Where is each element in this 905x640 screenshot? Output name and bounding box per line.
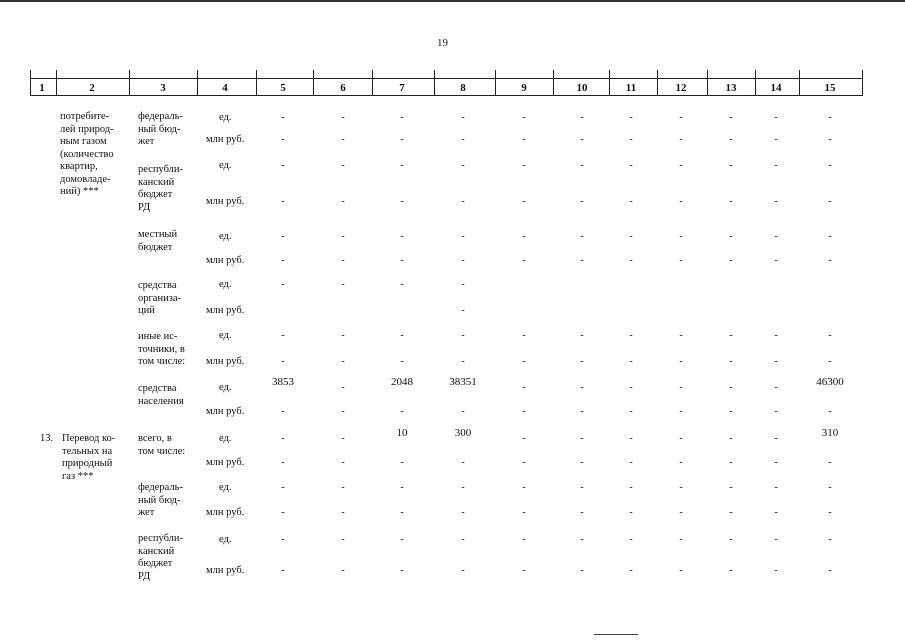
- table-cell-dash: -: [461, 160, 465, 171]
- table-cell-dash: -: [679, 457, 683, 468]
- table-cell-dash: -: [400, 196, 404, 207]
- table-cell-dash: -: [281, 482, 285, 493]
- table-cell-dash: -: [774, 433, 778, 444]
- table-cell-dash: -: [729, 565, 733, 576]
- header-col-divider: [434, 70, 435, 96]
- table-cell-dash: -: [629, 134, 633, 145]
- table-cell-value: 300: [454, 427, 472, 439]
- table-cell-dash: -: [774, 356, 778, 367]
- table-cell-dash: -: [729, 482, 733, 493]
- table-cell-dash: -: [729, 330, 733, 341]
- header-col-3: 3: [160, 82, 166, 94]
- table-cell-dash: -: [629, 231, 633, 242]
- table-cell-dash: -: [522, 255, 526, 266]
- table-cell-dash: -: [341, 279, 345, 290]
- row-number-13: 13.: [40, 433, 54, 444]
- header-col-8: 8: [460, 82, 466, 94]
- table-cell-dash: -: [580, 507, 584, 518]
- header-col-divider: [495, 70, 496, 96]
- table-cell-dash: -: [629, 457, 633, 468]
- table-cell-dash: -: [729, 457, 733, 468]
- unit-label: млн руб.: [206, 134, 245, 145]
- table-cell-dash: -: [679, 406, 683, 417]
- table-cell-dash: -: [341, 565, 345, 576]
- table-cell-dash: -: [679, 196, 683, 207]
- unit-label: млн руб.: [206, 305, 245, 316]
- table-cell-dash: -: [400, 507, 404, 518]
- scan-edge-top: [0, 0, 905, 2]
- page-number: 19: [437, 37, 448, 49]
- table-cell-dash: -: [522, 457, 526, 468]
- source-total: всего, в том числе:: [138, 433, 186, 457]
- unit-label: ед.: [219, 482, 232, 493]
- table-cell-value: 46300: [816, 376, 844, 388]
- table-cell-dash: -: [522, 565, 526, 576]
- unit-label: ед.: [219, 279, 232, 290]
- table-cell-dash: -: [281, 112, 285, 123]
- table-cell-dash: -: [281, 356, 285, 367]
- table-cell-dash: -: [774, 507, 778, 518]
- header-col-6: 6: [340, 82, 346, 94]
- header-col-9: 9: [521, 82, 527, 94]
- table-cell-dash: -: [828, 255, 832, 266]
- table-cell-dash: -: [341, 507, 345, 518]
- table-cell-dash: -: [729, 534, 733, 545]
- table-cell-dash: -: [400, 406, 404, 417]
- table-cell-dash: -: [580, 255, 584, 266]
- table-cell-dash: -: [341, 382, 345, 393]
- table-cell-dash: -: [341, 134, 345, 145]
- table-cell-dash: -: [729, 160, 733, 171]
- header-col-11: 11: [625, 82, 637, 94]
- table-cell-dash: -: [774, 457, 778, 468]
- table-cell-dash: -: [729, 255, 733, 266]
- source-other: иные ис- точники, в том числе:: [138, 331, 186, 367]
- table-cell-dash: -: [522, 534, 526, 545]
- table-cell-dash: -: [341, 482, 345, 493]
- table-cell-value: 38351: [449, 376, 477, 388]
- table-cell-dash: -: [461, 565, 465, 576]
- table-cell-dash: -: [679, 433, 683, 444]
- header-col-divider: [313, 70, 314, 96]
- table-cell-dash: -: [580, 534, 584, 545]
- table-cell-dash: -: [461, 406, 465, 417]
- table-cell-value: 3853: [272, 376, 294, 388]
- header-col-divider: [56, 70, 57, 96]
- table-cell-dash: -: [341, 255, 345, 266]
- table-cell-dash: -: [629, 112, 633, 123]
- table-cell-dash: -: [400, 356, 404, 367]
- table-cell-dash: -: [774, 534, 778, 545]
- table-cell-dash: -: [729, 356, 733, 367]
- table-cell-dash: -: [679, 482, 683, 493]
- table-cell-dash: -: [461, 482, 465, 493]
- table-cell-dash: -: [729, 112, 733, 123]
- table-cell-dash: -: [281, 457, 285, 468]
- table-cell-dash: -: [522, 112, 526, 123]
- table-cell-dash: -: [774, 482, 778, 493]
- table-cell-dash: -: [461, 112, 465, 123]
- table-cell-dash: -: [400, 457, 404, 468]
- table-cell-dash: -: [580, 196, 584, 207]
- unit-label: ед.: [219, 330, 232, 341]
- table-cell-dash: -: [828, 565, 832, 576]
- header-col-2: 2: [89, 82, 95, 94]
- header-col-divider: [256, 70, 257, 96]
- table-cell-dash: -: [281, 507, 285, 518]
- unit-label: млн руб.: [206, 457, 245, 468]
- table-cell-dash: -: [281, 330, 285, 341]
- table-cell-dash: -: [281, 134, 285, 145]
- table-cell-dash: -: [522, 406, 526, 417]
- table-cell-dash: -: [679, 231, 683, 242]
- table-cell-dash: -: [580, 406, 584, 417]
- table-cell-dash: -: [400, 534, 404, 545]
- table-cell-dash: -: [281, 231, 285, 242]
- table-cell-dash: -: [281, 279, 285, 290]
- table-cell-dash: -: [580, 433, 584, 444]
- table-cell-dash: -: [828, 507, 832, 518]
- table-cell-dash: -: [828, 134, 832, 145]
- table-cell-dash: -: [774, 231, 778, 242]
- table-cell-dash: -: [400, 482, 404, 493]
- header-col-13: 13: [725, 82, 737, 94]
- table-cell-dash: -: [828, 196, 832, 207]
- header-col-divider: [755, 70, 756, 96]
- table-cell-dash: -: [629, 160, 633, 171]
- source-population: средства населения: [138, 383, 184, 407]
- unit-label: ед.: [219, 112, 232, 123]
- table-cell-dash: -: [679, 507, 683, 518]
- table-cell-dash: -: [461, 279, 465, 290]
- table-cell-dash: -: [281, 433, 285, 444]
- source-republic-budget-2: республи- канский бюджет РД: [138, 533, 183, 582]
- table-cell-dash: -: [400, 160, 404, 171]
- table-cell-dash: -: [461, 255, 465, 266]
- table-cell-dash: -: [281, 406, 285, 417]
- unit-label: млн руб.: [206, 565, 245, 576]
- table-cell-dash: -: [580, 457, 584, 468]
- header-col-5: 5: [280, 82, 286, 94]
- table-cell-dash: -: [580, 112, 584, 123]
- header-col-10: 10: [576, 82, 588, 94]
- header-col-divider: [799, 70, 800, 96]
- table-cell-dash: -: [679, 160, 683, 171]
- table-cell-dash: -: [774, 565, 778, 576]
- table-cell-dash: -: [281, 565, 285, 576]
- unit-label: ед.: [219, 231, 232, 242]
- source-federal-budget-2: федераль- ный бюд- жет: [138, 482, 183, 518]
- table-cell-dash: -: [580, 231, 584, 242]
- header-rule-top: [30, 78, 862, 79]
- table-cell-dash: -: [679, 356, 683, 367]
- table-cell-dash: -: [281, 196, 285, 207]
- table-cell-dash: -: [629, 565, 633, 576]
- table-cell-dash: -: [629, 433, 633, 444]
- table-cell-dash: -: [774, 160, 778, 171]
- table-cell-dash: -: [281, 160, 285, 171]
- table-cell-dash: -: [828, 534, 832, 545]
- table-cell-dash: -: [629, 330, 633, 341]
- table-cell-dash: -: [774, 330, 778, 341]
- table-cell-dash: -: [461, 457, 465, 468]
- table-cell-dash: -: [461, 196, 465, 207]
- table-cell-value: 310: [821, 427, 839, 439]
- table-cell-dash: -: [522, 330, 526, 341]
- table-cell-dash: -: [281, 534, 285, 545]
- header-col-divider: [197, 70, 198, 96]
- unit-label: млн руб.: [206, 196, 245, 207]
- table-cell-dash: -: [461, 330, 465, 341]
- unit-label: млн руб.: [206, 406, 245, 417]
- table-cell-dash: -: [828, 406, 832, 417]
- table-cell-dash: -: [461, 507, 465, 518]
- table-cell-dash: -: [522, 382, 526, 393]
- table-cell-dash: -: [629, 482, 633, 493]
- header-col-7: 7: [399, 82, 405, 94]
- table-cell-dash: -: [461, 534, 465, 545]
- unit-label: ед.: [219, 534, 232, 545]
- table-cell-dash: -: [679, 255, 683, 266]
- table-cell-dash: -: [774, 406, 778, 417]
- source-federal-budget: федераль- ный бюд- жет: [138, 111, 183, 147]
- source-local-budget: местный бюджет: [138, 229, 178, 253]
- table-cell-dash: -: [522, 196, 526, 207]
- table-cell-dash: -: [729, 134, 733, 145]
- row-label-consumers: потребите- лей природ- ным газом (количество квартир, домовладе- ний) ***: [60, 111, 114, 197]
- table-cell-dash: -: [400, 231, 404, 242]
- table-cell-value: 2048: [391, 376, 413, 388]
- header-col-15: 15: [824, 82, 836, 94]
- table-cell-dash: -: [341, 433, 345, 444]
- table-cell-dash: -: [341, 457, 345, 468]
- table-cell-dash: -: [629, 534, 633, 545]
- table-cell-dash: -: [461, 231, 465, 242]
- table-cell-dash: -: [522, 134, 526, 145]
- header-col-14: 14: [770, 82, 782, 94]
- unit-label: ед.: [219, 433, 232, 444]
- table-cell-dash: -: [679, 134, 683, 145]
- table-cell-dash: -: [629, 406, 633, 417]
- table-cell-dash: -: [461, 356, 465, 367]
- table-cell-dash: -: [774, 112, 778, 123]
- table-cell-dash: -: [580, 356, 584, 367]
- table-cell-dash: -: [341, 356, 345, 367]
- table-cell-dash: -: [400, 134, 404, 145]
- unit-label: ед.: [219, 382, 232, 393]
- table-cell-dash: -: [828, 160, 832, 171]
- table-cell-dash: -: [400, 279, 404, 290]
- table-cell-dash: -: [774, 255, 778, 266]
- table-cell-dash: -: [341, 330, 345, 341]
- table-cell-dash: -: [828, 356, 832, 367]
- table-cell-dash: -: [522, 356, 526, 367]
- source-organizations: средства организа- ций: [138, 280, 182, 316]
- table-cell-dash: -: [629, 507, 633, 518]
- row-label-boilers: Перевод ко- тельных на природный газ ***: [62, 433, 116, 482]
- table-cell-dash: -: [629, 255, 633, 266]
- table-cell-dash: -: [729, 231, 733, 242]
- table-cell-dash: -: [679, 534, 683, 545]
- table-cell-dash: -: [341, 196, 345, 207]
- header-col-divider: [609, 70, 610, 96]
- unit-label: млн руб.: [206, 356, 245, 367]
- table-cell-dash: -: [679, 112, 683, 123]
- header-col-divider: [657, 70, 658, 96]
- table-cell-dash: -: [522, 482, 526, 493]
- table-cell-dash: -: [729, 196, 733, 207]
- table-cell-dash: -: [580, 382, 584, 393]
- table-cell-dash: -: [341, 160, 345, 171]
- table-cell-dash: -: [400, 330, 404, 341]
- table-cell-dash: -: [580, 565, 584, 576]
- table-cell-dash: -: [400, 255, 404, 266]
- table-cell-dash: -: [828, 330, 832, 341]
- header-col-4: 4: [222, 82, 228, 94]
- table-cell-dash: -: [281, 255, 285, 266]
- table-cell-dash: -: [774, 382, 778, 393]
- table-cell-dash: -: [341, 112, 345, 123]
- table-cell-dash: -: [580, 482, 584, 493]
- header-col-divider: [129, 70, 130, 96]
- scan-mark: [594, 634, 638, 635]
- table-cell-dash: -: [341, 406, 345, 417]
- table-cell-dash: -: [461, 305, 465, 316]
- table-cell-dash: -: [729, 507, 733, 518]
- table-cell-dash: -: [580, 134, 584, 145]
- table-cell-dash: -: [522, 433, 526, 444]
- table-cell-dash: -: [522, 507, 526, 518]
- table-cell-dash: -: [400, 565, 404, 576]
- table-cell-dash: -: [341, 534, 345, 545]
- table-cell-dash: -: [774, 134, 778, 145]
- header-col-divider: [707, 70, 708, 96]
- table-cell-dash: -: [580, 160, 584, 171]
- header-col-divider: [553, 70, 554, 96]
- unit-label: млн руб.: [206, 507, 245, 518]
- header-rule-bottom: [30, 95, 862, 96]
- table-cell-dash: -: [522, 231, 526, 242]
- table-cell-dash: -: [461, 134, 465, 145]
- header-col-divider: [372, 70, 373, 96]
- header-col-divider: [862, 70, 863, 96]
- table-cell-dash: -: [629, 196, 633, 207]
- table-cell-dash: -: [679, 330, 683, 341]
- table-cell-dash: -: [828, 457, 832, 468]
- source-republic-budget: республи- канский бюджет РД: [138, 164, 183, 213]
- table-cell-dash: -: [629, 382, 633, 393]
- table-cell-dash: -: [729, 382, 733, 393]
- table-cell-dash: -: [828, 112, 832, 123]
- table-cell-dash: -: [679, 382, 683, 393]
- table-cell-dash: -: [522, 160, 526, 171]
- table-cell-dash: -: [629, 356, 633, 367]
- header-col-12: 12: [675, 82, 687, 94]
- table-cell-dash: -: [729, 406, 733, 417]
- table-cell-value: 10: [396, 427, 408, 439]
- table-cell-dash: -: [400, 112, 404, 123]
- header-col-1: 1: [39, 82, 45, 94]
- table-cell-dash: -: [828, 482, 832, 493]
- unit-label: ед.: [219, 160, 232, 171]
- table-cell-dash: -: [679, 565, 683, 576]
- table-cell-dash: -: [828, 231, 832, 242]
- table-cell-dash: -: [341, 231, 345, 242]
- table-cell-dash: -: [580, 330, 584, 341]
- unit-label: млн руб.: [206, 255, 245, 266]
- table-cell-dash: -: [774, 196, 778, 207]
- table-cell-dash: -: [729, 433, 733, 444]
